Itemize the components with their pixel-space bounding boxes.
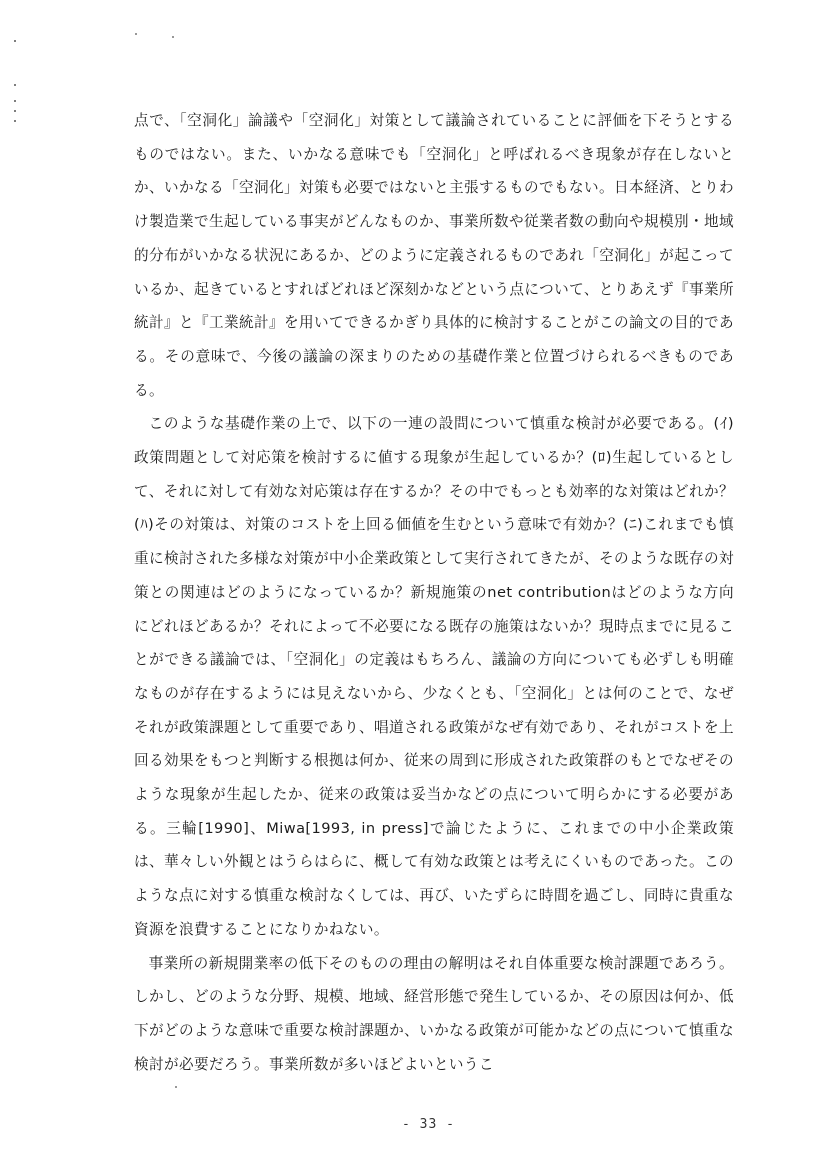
- paragraph-3: 事業所の新規開業率の低下そのものの理由の解明はそれ自体重要な検討課題であろう。しかし、どのような分野、規模、地域、経営形態で発生しているか、その原因は何か、低下がどのような意味で重要な検討課題か、いかなる政策が可能かなどの点について慎重な検討が必要だろう。事業所数が多いほどよいというこ: [134, 954, 734, 1073]
- margin-mark: [14, 120, 16, 122]
- margin-mark: [14, 40, 16, 42]
- body-text: [134, 104, 734, 1081]
- paragraph-2: このような基礎作業の上で、以下の一連の設問について慎重な検討が必要である。(ｲ)政策問題として対応策を検討するに値する現象が生起しているか？(ﾛ)生起しているとして、それに対して有効な対応策は存在するか？その中でもっとも効率的な対策はどれか？(ﾊ)その対策は、対策のコストを上回る価値を生むという意味で有効か？(ﾆ)これまでも慎重に検討された多様な対策が中小企業政策として実行されてきたが、そのような既存の対策との関連はどのようになっているか？新規施策のnet contributionはどのような方向にどれほどあるか？それによって不必要になる既存の施策はないか？現時点までに見ることができる議論では、「空洞化」の定義はもちろん、議論の方向についても必ずしも明確なものが存在するようには見えないから、少なくとも、「空洞化」とは何のことで、なぜそれが政策課題として重要であり、唱道される政策がなぜ有効であり、それがコストを上回る効果をもつと判断する根拠は何か、従来の周到に形成された政策群のもとでなぜそのような現象が生起したか、従来の政策は妥当かなどの点について明らかにする必要がある。三輪[1990]、Miwa[1993, in press]で論じたように、これまでの中小企業政策は、華々しい外観とはうらはらに、概して有効な政策とは考えにくいものであった。このような点に対する慎重な検討なくしては、再び、いたずらに時間を過ごし、同時に貴重な資源を浪費することになりかねない。: [134, 415, 734, 938]
- scan-speck: [172, 36, 174, 38]
- scan-speck: [135, 33, 137, 35]
- margin-mark: [14, 100, 16, 102]
- margin-mark: [14, 110, 16, 112]
- page-number: - 33 -: [402, 1117, 455, 1132]
- paragraph-1: 点で、「空洞化」論議や「空洞化」対策として議論されていることに評価を下そうとするものではない。また、いかなる意味でも「空洞化」と呼ばれるべき現象が存在しないとか、いかなる「空洞化」対策も必要ではないと主張するものでもない。日本経済、とりわけ製造業で生起している事実がどんなものか、事業所数や従業者数の動向や規模別・地域的分布がいかなる状況にあるか、どのように定義されるものであれ「空洞化」が起こっているか、起きているとすればどれほど深刻かなどという点について、とりあえず『事業所統計』と『工業統計』を用いてできるかぎり具体的に検討することがこの論文の目的である。その意味で、今後の議論の深まりのための基礎作業と位置づけられるべきものである。: [134, 112, 734, 399]
- margin-mark: [14, 84, 16, 86]
- scan-speck: [175, 1086, 177, 1088]
